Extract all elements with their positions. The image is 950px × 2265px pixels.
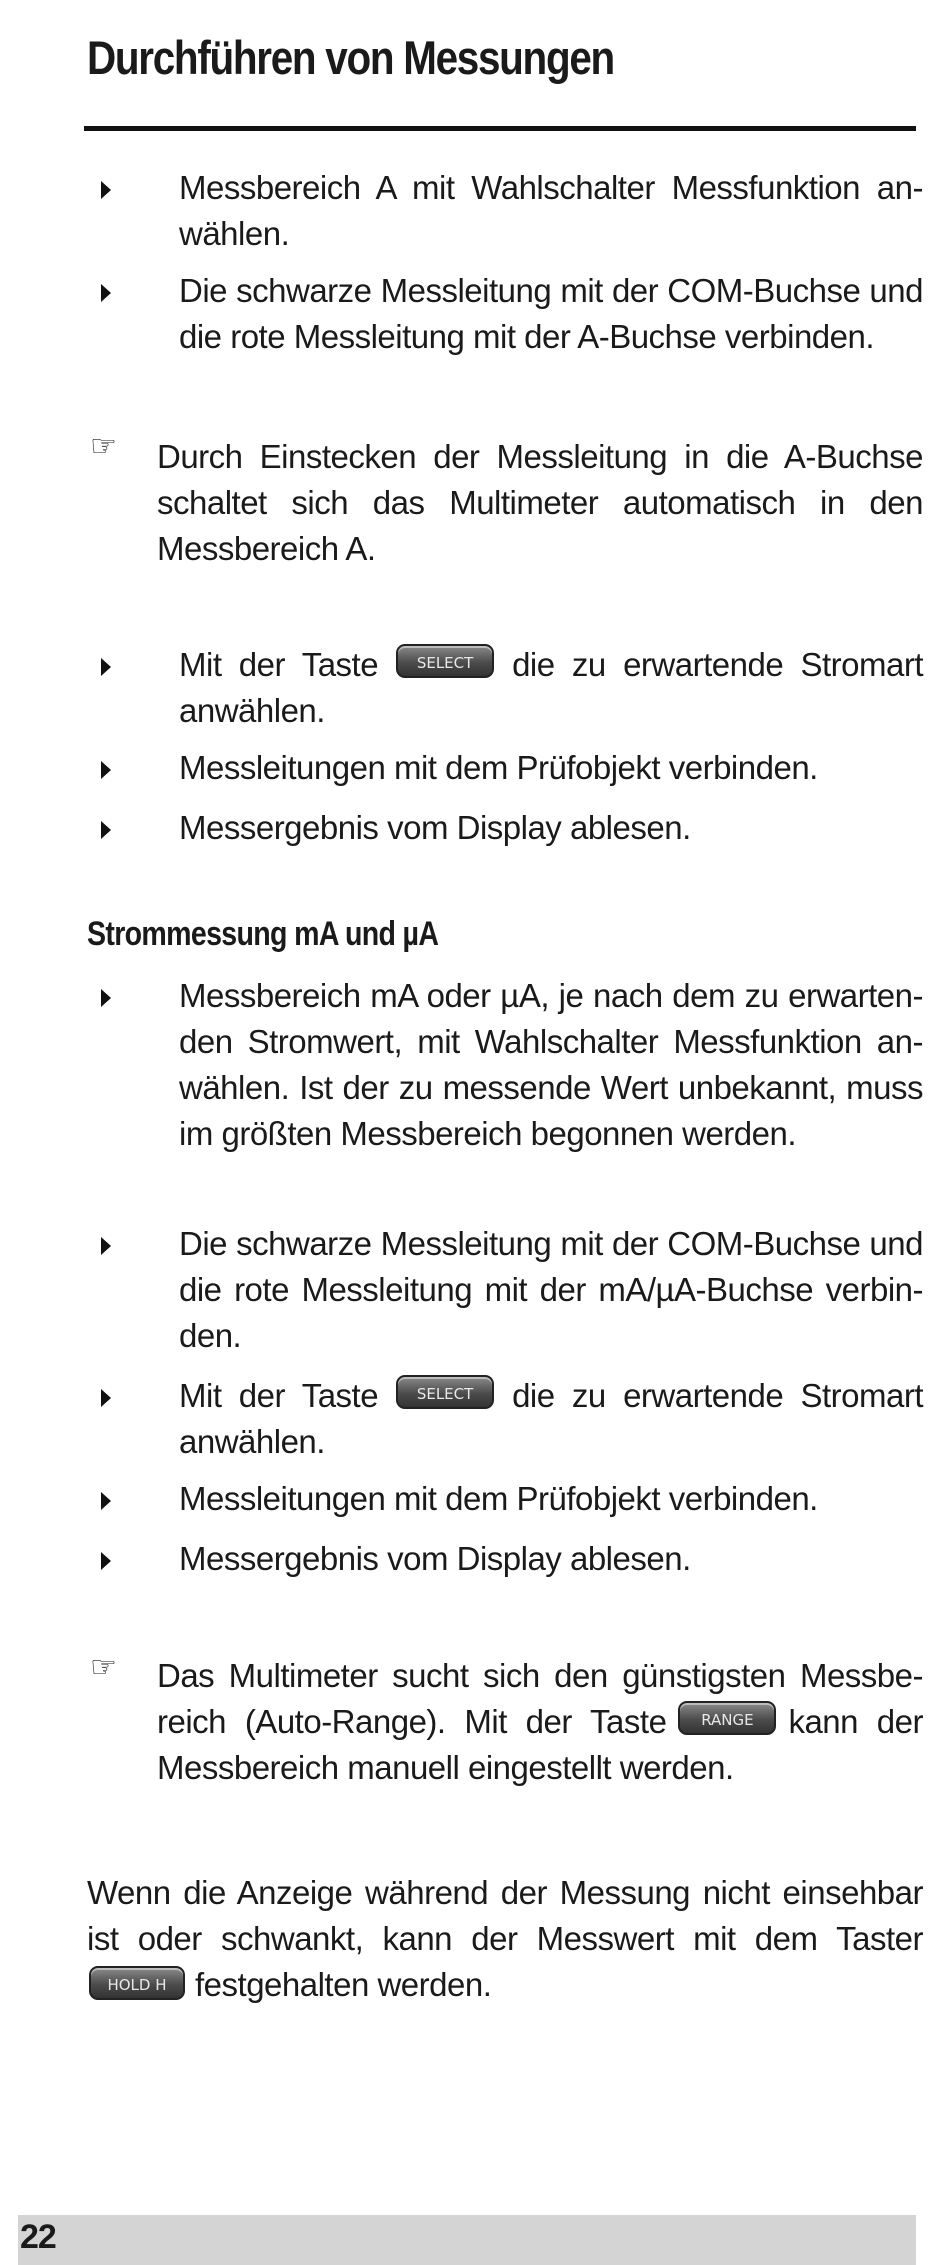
bullet-icon xyxy=(101,1237,111,1255)
select-step-text: Mit der Taste xyxy=(179,646,379,683)
hold-paragraph-text: Wenn die Anzeige während der Messung nicht einsehbar ist oder schwankt, kann der Messwert mit dem Taster xyxy=(87,1874,923,1957)
pointing-hand-icon: ☞ xyxy=(90,1650,117,1685)
section-heading: Strommessung mA und µA xyxy=(87,915,439,953)
bullet-icon xyxy=(101,761,111,779)
bullet-icon xyxy=(101,284,111,302)
list-item: Messergebnis vom Display ablesen. xyxy=(179,809,691,846)
hold-key-icon: HOLD H xyxy=(89,1966,185,2000)
bullet-icon xyxy=(101,989,111,1007)
select-step-text: Mit der Taste xyxy=(179,1377,379,1414)
bullet-icon xyxy=(101,1389,111,1407)
title-rule xyxy=(84,126,916,131)
hold-paragraph-text-after: festgehalten werden. xyxy=(195,1966,492,2003)
bullet-icon xyxy=(101,821,111,839)
bullet-icon xyxy=(101,181,111,199)
select-key-icon: SELECT xyxy=(396,644,494,678)
list-item: Messbereich mA oder µA, je nach dem zu erwarten-den Stromwert, mit Wahlschalter Messfunktion an-wählen. Ist der zu messende Wert unbekannt, muss im größten Messbereich begonnen werden. xyxy=(179,977,923,1152)
page-title: Durchführen von Messungen xyxy=(87,31,614,84)
range-key-icon: RANGE xyxy=(678,1701,776,1735)
list-item-select-step xyxy=(179,642,923,734)
list-item: Messergebnis vom Display ablesen. xyxy=(179,1540,691,1577)
list-item: Die schwarze Messleitung mit der COM-Buchse und die rote Messleitung mit der A-Buchse verbinden. xyxy=(179,272,923,355)
note-text xyxy=(157,1653,923,1791)
hold-paragraph xyxy=(87,1870,923,2008)
bullet-icon xyxy=(101,1552,111,1570)
select-step-text-after: die zu erwartende Stromart anwählen. xyxy=(179,1377,923,1460)
bullet-icon xyxy=(101,658,111,676)
list-item-select-step xyxy=(179,1373,923,1465)
list-item: Messbereich A mit Wahlschalter Messfunktion an-wählen. xyxy=(179,169,923,252)
footer-bar xyxy=(18,2215,916,2265)
bullet-icon xyxy=(101,1492,111,1510)
select-key-icon: SELECT xyxy=(396,1375,494,1409)
select-step-text-after: die zu erwartende Stromart anwählen. xyxy=(179,646,923,729)
list-item: Messleitungen mit dem Prüfobjekt verbinden. xyxy=(179,749,818,786)
note-text: Durch Einstecken der Messleitung in die A-Buchse schaltet sich das Multimeter automatisch in den Messbereich A. xyxy=(157,438,923,567)
note-text-after: kann der Messbereich manuell eingestellt werden. xyxy=(157,1703,923,1786)
note-text-before: Das Multimeter sucht sich den günstigsten Messbe-reich (Auto-Range). Mit der Taste xyxy=(157,1657,923,1740)
page-number: 22 xyxy=(20,2218,56,2256)
list-item: Messleitungen mit dem Prüfobjekt verbinden. xyxy=(179,1480,818,1517)
pointing-hand-icon: ☞ xyxy=(90,429,117,464)
list-item: Die schwarze Messleitung mit der COM-Buchse und die rote Messleitung mit der mA/µA-Buchse verbin-den. xyxy=(179,1225,923,1354)
